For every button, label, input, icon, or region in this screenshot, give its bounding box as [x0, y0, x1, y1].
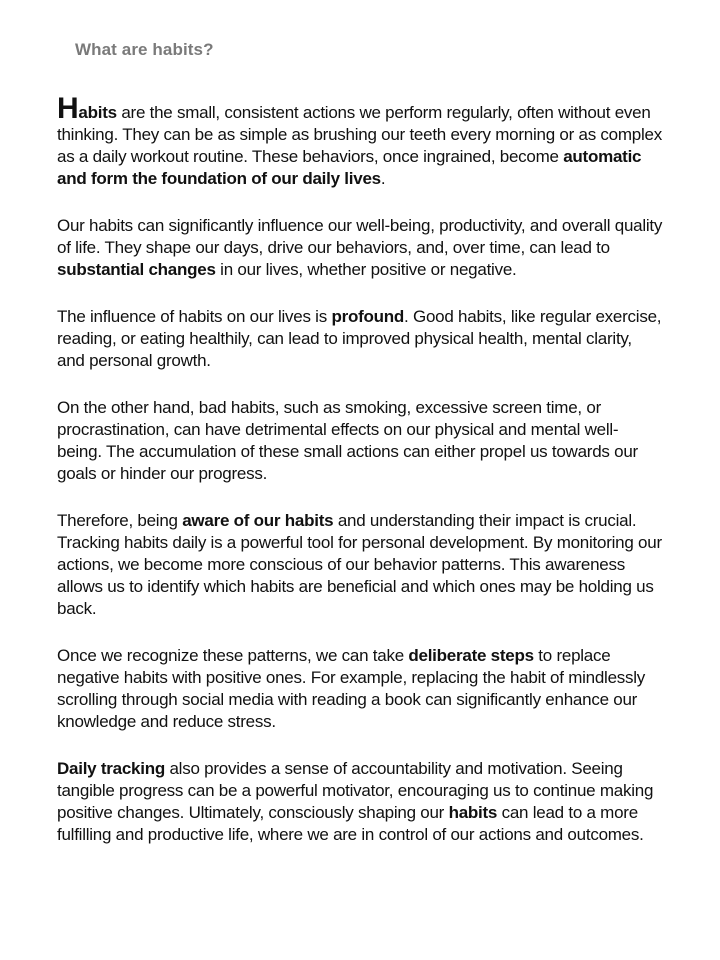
text-run: deliberate steps — [408, 646, 534, 665]
text-run: Therefore, being — [57, 511, 183, 530]
text-run: are the small, consistent actions we perform regularly, often without even thinking. They can be as simple as brushing our teeth every morning or as complex as a daily workout routine. These behaviors, once ingrained, become — [57, 103, 662, 166]
paragraph — [57, 645, 663, 733]
text-run: Once we recognize these patterns, we can take — [57, 646, 409, 665]
text-run: On the other hand, bad habits, such as smoking, excessive screen time, or procrastination, can have detrimental effects on our physical and mental well-being. The accumulation of these small actions can either propel us towards our goals or hinder our progress. — [57, 398, 638, 483]
text-run: . Good habits, like regular exercise, reading, or eating healthily, can lead to improved physical health, mental clarity, and personal growth. — [57, 307, 662, 370]
text-run: aware of our habits — [182, 511, 334, 530]
paragraph — [57, 215, 663, 281]
text-run: Daily tracking — [57, 759, 165, 778]
text-run: substantial changes — [57, 260, 216, 279]
paragraph — [57, 306, 663, 372]
text-run: profound — [331, 307, 405, 326]
text-run: automatic and form the foundation of our daily lives — [57, 147, 642, 188]
paragraph — [57, 758, 663, 846]
page-title: What are habits? — [75, 40, 214, 59]
text-run: Our habits can significantly influence our well-being, productivity, and overall quality of life. They shape our days, drive our behaviors, and, over time, can lead to — [57, 216, 663, 257]
text-run: can lead to a more fulfilling and productive life, where we are in control of our actions and outcomes. — [57, 803, 644, 844]
paragraph — [57, 510, 663, 620]
dropcap-letter: H — [57, 92, 79, 125]
text-run: habits — [448, 803, 498, 822]
text-run: abits — [78, 103, 117, 122]
paragraph — [57, 94, 663, 190]
paragraph — [57, 397, 663, 485]
text-run: to replace negative habits with positive ones. For example, replacing the habit of mindlessly scrolling through social media with reading a book can significantly enhance our knowledge and reduce stress. — [57, 646, 646, 731]
text-run: also provides a sense of accountability and motivation. Seeing tangible progress can be a powerful motivator, encouraging us to continue making positive changes. Ultimately, consciously shaping our — [57, 759, 654, 822]
text-run: and understanding their impact is crucial. Tracking habits daily is a powerful tool for personal development. By monitoring our actions, we become more conscious of our behavior patterns. This awareness allows us to identify which habits are beneficial and which ones may be holding us back. — [57, 511, 662, 618]
text-run: in our lives, whether positive or negative. — [215, 260, 517, 279]
text-run: . — [380, 169, 386, 188]
article-body — [57, 94, 663, 846]
text-run: The influence of habits on our lives is — [57, 307, 332, 326]
